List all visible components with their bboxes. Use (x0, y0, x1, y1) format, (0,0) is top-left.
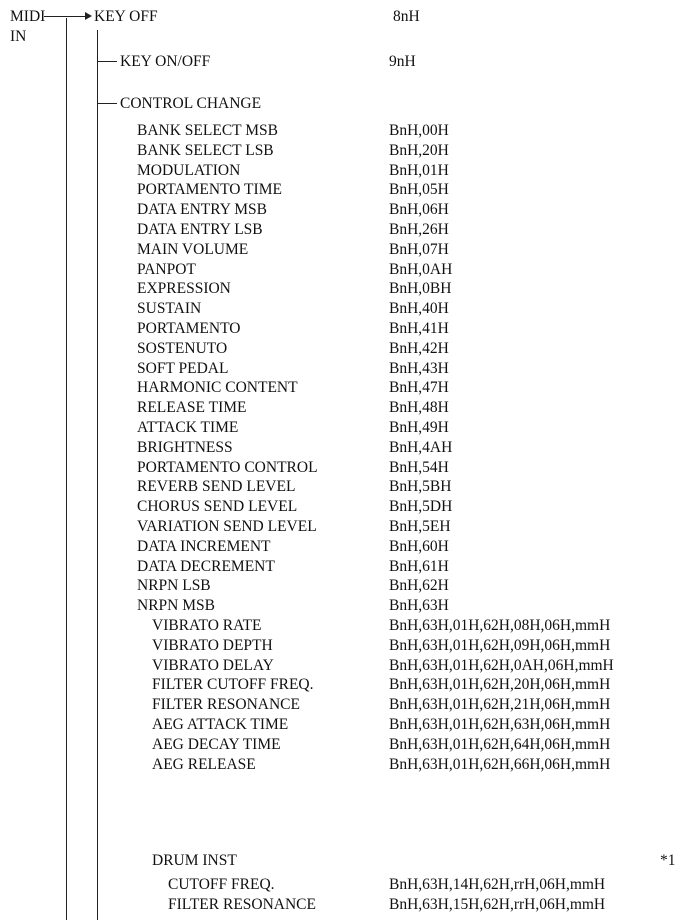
parameter-code: BnH,63H,01H,62H,20H,06H,mmH (389, 676, 611, 694)
parameter-label: BRIGHTNESS (137, 438, 233, 456)
parameter-label: SOSTENUTO (137, 339, 228, 357)
parameter-label: AEG RELEASE (152, 755, 256, 773)
parameter-code: BnH,63H,01H,62H,08H,06H,mmH (389, 617, 611, 634)
parameter-label: PORTAMENTO CONTROL (137, 458, 318, 476)
arrow-right-icon (85, 12, 92, 20)
parameter-code: BnH,63H,01H,62H,21H,06H,mmH (389, 696, 611, 714)
parameter-code: BnH,60H (389, 537, 449, 555)
parameter-label: EXPRESSION (137, 280, 231, 298)
parameter-label: HARMONIC CONTENT (137, 379, 298, 397)
key-off-code: 8nH (393, 8, 420, 25)
parameter-label: MAIN VOLUME (137, 240, 249, 258)
parameter-label: REVERB SEND LEVEL (137, 478, 296, 496)
parameter-code: BnH,01H (389, 161, 449, 179)
parameter-label: FILTER RESONANCE (152, 696, 300, 714)
parameter-label: VIBRATO DEPTH (152, 636, 273, 654)
parameter-label: RELEASE TIME (137, 399, 247, 417)
parameter-code: BnH,00H (389, 122, 449, 139)
parameter-label: PANPOT (137, 260, 196, 278)
parameter-code: BnH,07H (389, 240, 449, 258)
parameter-code: BnH,63H,01H,62H,64H,06H,mmH (389, 735, 611, 753)
parameter-label: NRPN LSB (137, 577, 211, 595)
parameter-code: BnH,0BH (389, 280, 452, 298)
parameter-label: FILTER RESONANCE (168, 895, 316, 913)
parameter-label: DATA INCREMENT (137, 537, 271, 555)
midi-arrow-line (44, 16, 86, 17)
parameter-code: BnH,5EH (389, 518, 451, 535)
parameter-code: BnH,63H,01H,62H,09H,06H,mmH (389, 636, 611, 654)
parameter-code: BnH,43H (389, 359, 449, 377)
control-change-connector (97, 103, 117, 104)
parameter-label: AEG ATTACK TIME (152, 716, 289, 733)
parameter-code: BnH,42H (389, 339, 449, 357)
parameter-code: BnH,47H (389, 379, 449, 397)
parameter-code: BnH,05H (389, 181, 449, 199)
parameter-code: BnH,63H,01H,62H,63H,06H,mmH (389, 716, 611, 733)
parameter-label: CHORUS SEND LEVEL (137, 498, 298, 516)
parameter-label: NRPN MSB (137, 597, 215, 615)
parameter-label: SOFT PEDAL (137, 359, 229, 377)
parameter-code: BnH,48H (389, 399, 449, 417)
parameter-code: BnH,5DH (389, 498, 453, 516)
key-on-off-code: 9nH (389, 53, 416, 70)
drum-inst-label: DRUM INST (152, 852, 237, 869)
parameter-label: DATA ENTRY LSB (137, 221, 263, 238)
midi-label: MIDI (10, 8, 46, 25)
parameter-code: BnH,62H (389, 577, 449, 595)
parameter-label: FILTER CUTOFF FREQ. (152, 676, 314, 694)
parameter-label: AEG DECAY TIME (152, 735, 281, 753)
parameter-label: DATA ENTRY MSB (137, 201, 267, 219)
tree-branch-line (97, 30, 98, 920)
parameter-label: VIBRATO RATE (152, 617, 262, 634)
key-off-label: KEY OFF (94, 8, 158, 25)
parameter-code: BnH,5BH (389, 478, 452, 496)
parameter-label: BANK SELECT LSB (137, 141, 274, 159)
parameter-label: CUTOFF FREQ. (168, 876, 275, 893)
parameter-code: BnH,54H (389, 458, 449, 476)
parameter-code: BnH,40H (389, 300, 449, 318)
parameter-label: SUSTAIN (137, 300, 202, 318)
parameter-code: BnH,63H (389, 597, 449, 615)
parameter-code: BnH,06H (389, 201, 449, 219)
parameter-label: ATTACK TIME (137, 419, 239, 436)
parameter-code: BnH,63H,01H,62H,66H,06H,mmH (389, 755, 611, 773)
parameter-code: BnH,63H,01H,62H,0AH,06H,mmH (389, 656, 614, 674)
parameter-code: BnH,63H,15H,62H,rrH,06H,mmH (389, 895, 606, 913)
control-change-label: CONTROL CHANGE (120, 95, 262, 112)
tree-trunk-line (66, 18, 67, 920)
drum-inst-note: *1 (660, 852, 676, 869)
parameter-label: MODULATION (137, 161, 241, 179)
parameter-label: PORTAMENTO (137, 320, 241, 337)
parameter-label: PORTAMENTO TIME (137, 181, 282, 199)
parameter-code: BnH,20H (389, 141, 449, 159)
parameter-code: BnH,49H (389, 419, 449, 436)
in-label: IN (10, 28, 27, 45)
parameter-code: BnH,41H (389, 320, 449, 337)
parameter-code: BnH,26H (389, 221, 449, 238)
parameter-code: BnH,63H,14H,62H,rrH,06H,mmH (389, 876, 606, 893)
parameter-code: BnH,4AH (389, 438, 453, 456)
parameter-label: DATA DECREMENT (137, 557, 275, 575)
parameter-code: BnH,0AH (389, 260, 453, 278)
key-on-off-connector (97, 61, 117, 62)
parameter-code: BnH,61H (389, 557, 449, 575)
parameter-label: VIBRATO DELAY (152, 656, 274, 674)
key-on-off-label: KEY ON/OFF (120, 53, 211, 70)
parameter-label: BANK SELECT MSB (137, 122, 278, 139)
parameter-label: VARIATION SEND LEVEL (137, 518, 317, 535)
